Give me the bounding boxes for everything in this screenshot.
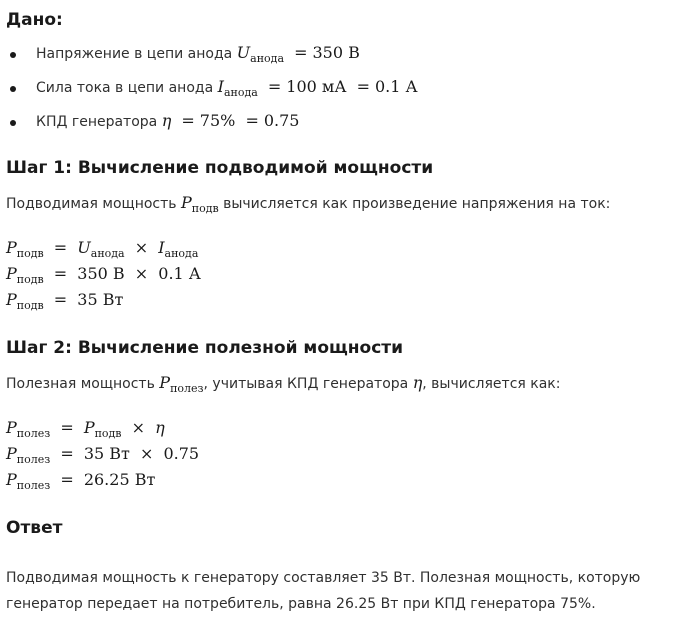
step2-equation-1: $P_{полез} = P_{подв} \times \eta$	[6, 418, 165, 440]
given-item-label: Напряжение в цепи анода	[36, 46, 233, 62]
step1-heading: Шаг 1: Вычисление подводимой мощности	[6, 158, 434, 178]
step1-equation-3: $P_{подв} = 35$ Вт	[6, 290, 124, 312]
given-item-label: Сила тока в цепи анода	[36, 80, 214, 96]
step2-equation-2: $P_{полез} = 35$ Вт × 0.75	[6, 444, 200, 466]
given-item-efficiency	[36, 111, 299, 130]
answer-heading: Ответ	[6, 518, 63, 538]
math-expression: $P_{полез}$	[159, 373, 204, 395]
step2-heading: Шаг 2: Вычисление полезной мощности	[6, 338, 404, 358]
bullet-icon	[10, 52, 16, 58]
given-item-label: КПД генератора	[36, 114, 158, 130]
bullet-icon	[10, 120, 16, 126]
math-expression: $U_{анода} = 350$ В	[236, 43, 360, 65]
math-expression: η = 75% = 0.75	[161, 111, 300, 130]
given-item-voltage	[36, 43, 360, 65]
step1-intro: Подводимая мощность $P_{подв}$ вычисляется как произведение напряжения на ток:	[6, 193, 611, 215]
step1-equation-1: $P_{подв} = U_{анода} \times I_{анода}$	[6, 238, 199, 260]
step2-intro: Полезная мощность $P_{полез}$, учитывая КПД генератора η, вычисляется как:	[6, 373, 561, 395]
given-item-current	[36, 77, 418, 99]
step2-equation-3: $P_{полез} = 26.25$ Вт	[6, 470, 156, 492]
math-expression: $P_{подв}$	[180, 193, 219, 215]
answer-text: Подводимая мощность к генератору составляет 35 Вт. Полезная мощность, которую генератор передает на потребитель, равна 26.25 Вт при КПД генератора 75%.	[6, 570, 641, 612]
given-heading: Дано:	[6, 10, 63, 30]
bullet-icon	[10, 86, 16, 92]
step1-equation-2: $P_{подв} = 350$ В × 0.1 А	[6, 264, 201, 286]
math-expression: $I_{анода} = 100$ мА = 0.1 А	[217, 77, 418, 99]
